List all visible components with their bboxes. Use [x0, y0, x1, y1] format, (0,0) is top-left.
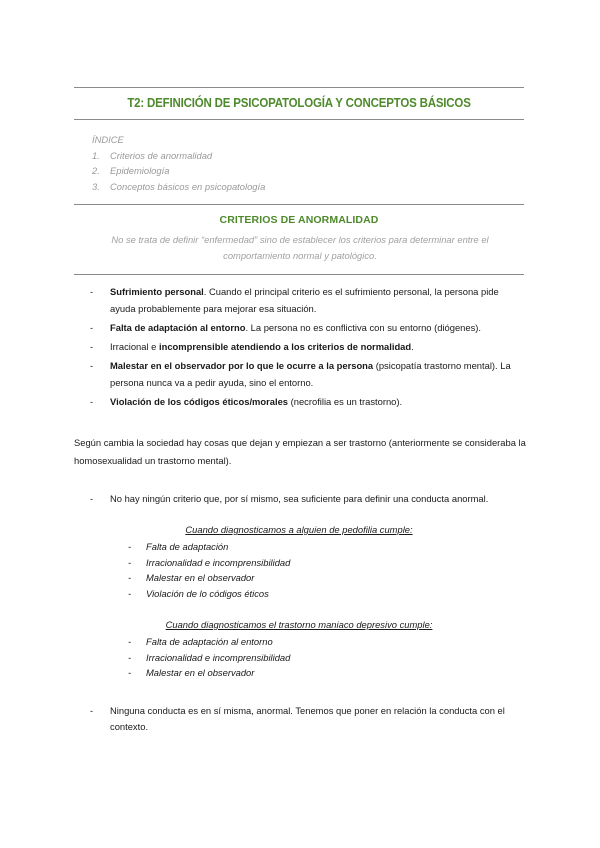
- example2-item: - Irracionalidad e incomprensibilidad: [128, 651, 291, 663]
- no-criterion-item: - No hay ningún criterio que, por sí mismo, sea suficiente para definir una conducta anormal.: [90, 493, 489, 504]
- index-item: 2. Epidemiología: [92, 165, 170, 176]
- example2-item: - Falta de adaptación al entorno: [128, 636, 273, 647]
- index-block: [92, 132, 265, 194]
- section-bottom-rule: [74, 274, 524, 275]
- section-title: CRITERIOS DE ANORMALIDAD: [219, 214, 379, 226]
- example1-heading: Cuando diagnosticamos a alguien de pedofilia cumple:: [185, 524, 413, 535]
- top-rule: [74, 87, 524, 88]
- index-item: 3. Conceptos básicos en psicopatología: [92, 180, 266, 192]
- criteria-item: - Malestar en el observador por lo que le ocurre a la persona (psicopatía trastorno mental). La persona nunca va a pedir ayuda, sino el entorno.: [90, 360, 511, 388]
- example2-list: [128, 634, 290, 681]
- criteria-item: - Sufrimiento personal. Cuando el principal criterio es el sufrimiento personal, la persona pide ayuda probablemente para mejorar esa situación.: [90, 286, 499, 314]
- section-subtitle: No se trata de definir “enfermedad” sino de establecer los criterios para determinar entre el comportamiento normal y patológico.: [111, 234, 489, 261]
- criteria-item: - Violación de los códigos éticos/morales (necrofilia es un trastorno).: [90, 396, 403, 408]
- index-item: 1. Criterios de anormalidad: [92, 149, 213, 161]
- criteria-item: - Falta de adaptación al entorno. La persona no es conflictiva con su entorno (diógenes).: [90, 321, 482, 333]
- section-top-rule: [74, 204, 524, 205]
- example2-item: - Malestar en el observador: [128, 667, 255, 678]
- example1-item: - Falta de adaptación: [128, 541, 229, 552]
- page-title: T2: DEFINICIÓN DE PSICOPATOLOGÍA Y CONCEPTOS BÁSICOS: [127, 96, 471, 110]
- example1-item: - Violación de lo códigos éticos: [128, 587, 269, 599]
- conclusion-item: - Ninguna conducta es en sí misma, anormal. Tenemos que poner en relación la conducta con el contexto.: [90, 705, 505, 732]
- criteria-list: [90, 284, 520, 413]
- criteria-item: - Irracional e incomprensible atendiendo a los criterios de normalidad.: [90, 341, 414, 353]
- title-rule: [74, 119, 524, 120]
- example2-heading: Cuando diagnosticamos el trastorno maniaco depresivo cumple:: [165, 619, 433, 630]
- society-paragraph: Según cambia la sociedad hay cosas que dejan y empiezan a ser trastorno (anteriormente se consideraba la homosexualidad un trastorno mental).: [74, 437, 526, 466]
- example1-item: - Irracionalidad e incomprensibilidad: [128, 556, 291, 568]
- example1-list: [128, 539, 290, 601]
- index-heading: ÍNDICE: [92, 134, 124, 145]
- example1-item: - Malestar en el observador: [128, 572, 255, 583]
